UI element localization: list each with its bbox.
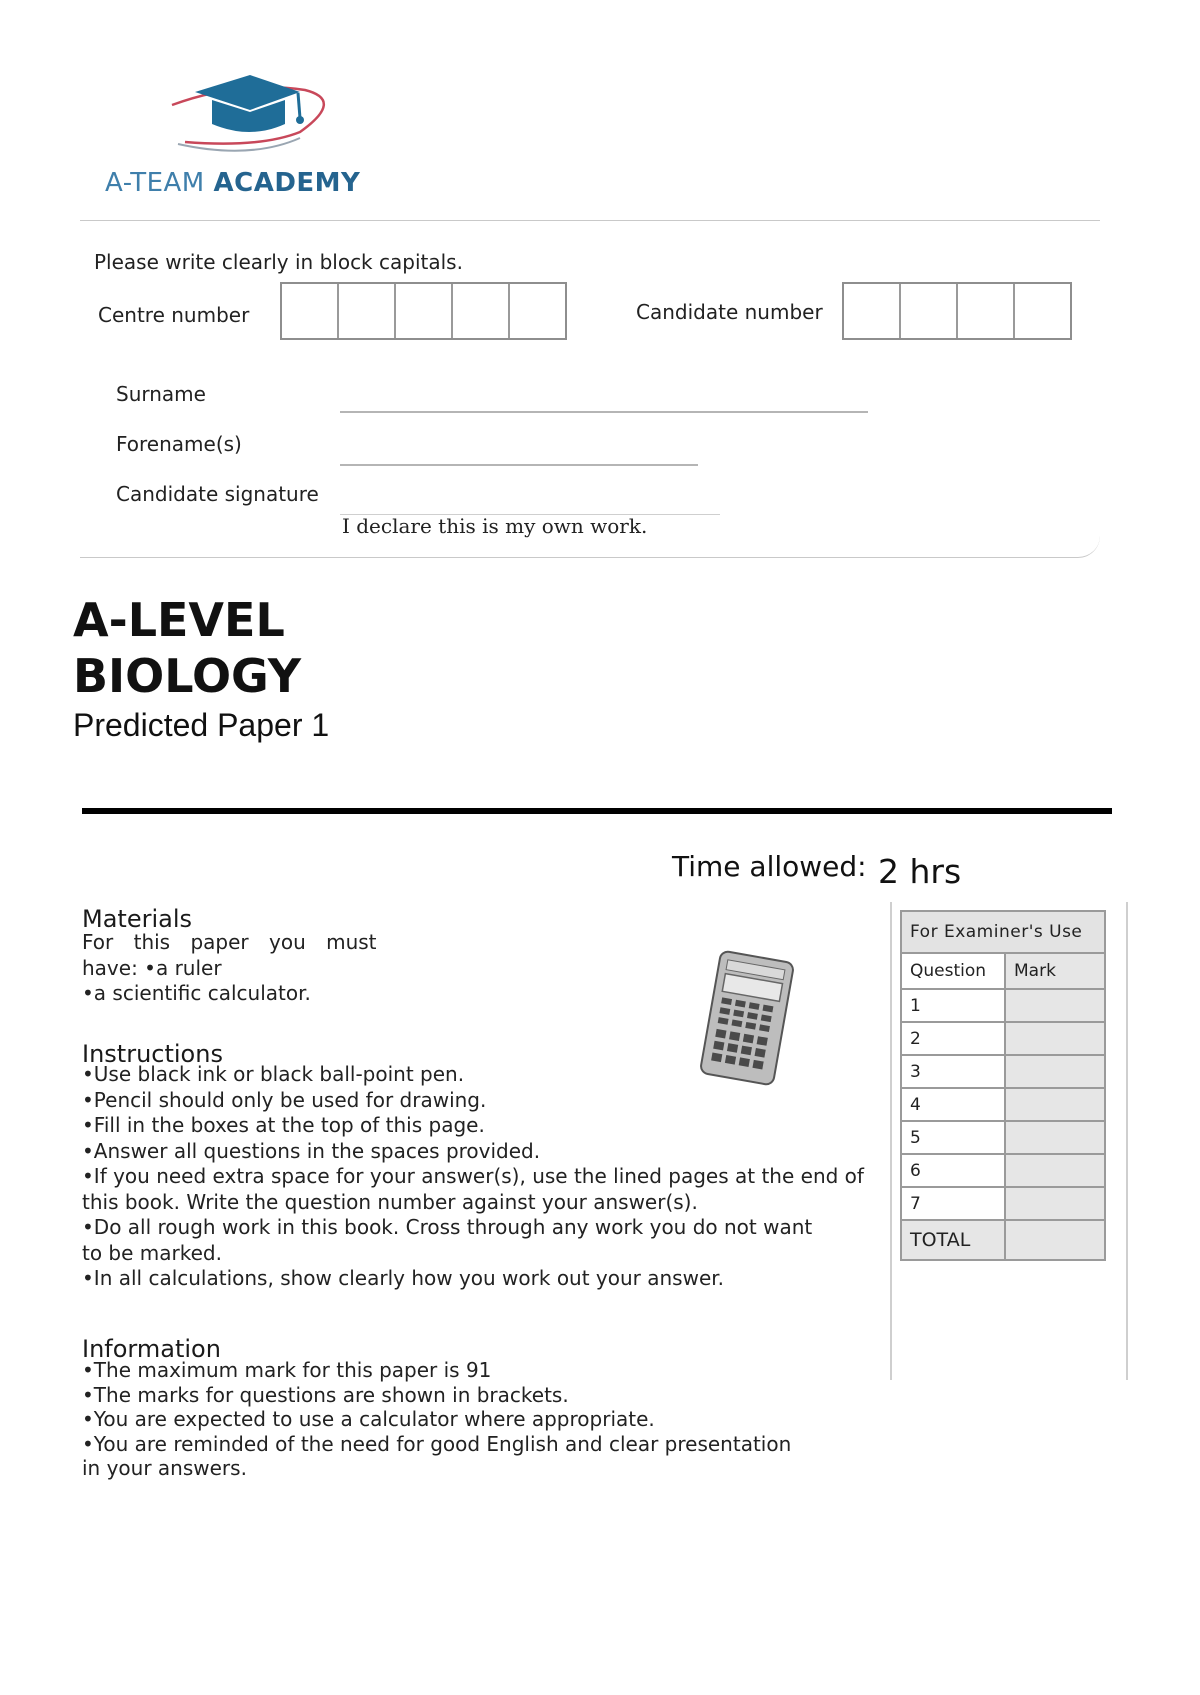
table-row	[901, 1088, 1105, 1121]
block-capitals-instruction: Please write clearly in block capitals.	[94, 250, 463, 274]
candidate-number-box[interactable]	[901, 284, 958, 338]
examiner-title: For Examiner's Use	[901, 911, 1105, 953]
forename-field[interactable]	[340, 464, 698, 466]
instructions-text	[82, 1062, 864, 1292]
question-number: 3	[901, 1055, 1005, 1088]
materials-line: have: •a ruler	[82, 955, 222, 980]
information-line: •The maximum mark for this paper is 91	[82, 1358, 492, 1382]
question-number: 2	[901, 1022, 1005, 1055]
information-text	[82, 1358, 791, 1481]
table-row	[901, 1187, 1105, 1220]
information-line: in your answers.	[82, 1456, 247, 1480]
materials-line: For this paper you must	[82, 930, 377, 954]
materials-text	[82, 930, 377, 1007]
information-line: •You are expected to use a calculator where appropriate.	[82, 1407, 655, 1431]
paper-subject: BIOLOGY	[73, 649, 302, 703]
brand-name	[105, 168, 360, 198]
mark-cell[interactable]	[1005, 989, 1105, 1022]
question-number: 6	[901, 1154, 1005, 1187]
candidate-number-box[interactable]	[958, 284, 1015, 338]
instruction-line: •Do all rough work in this book. Cross through any work you do not want	[82, 1215, 813, 1239]
question-number: 4	[901, 1088, 1005, 1121]
time-allowed-value: 2 hrs	[878, 852, 962, 891]
materials-line: •a scientific calculator.	[82, 981, 311, 1005]
information-heading: Information	[82, 1335, 221, 1363]
paper-name: Predicted Paper 1	[73, 707, 330, 743]
instruction-line: •Pencil should only be used for drawing.	[82, 1087, 487, 1112]
centre-number-label: Centre number	[98, 303, 250, 327]
divider-rule	[82, 808, 1112, 814]
instruction-line: •Fill in the boxes at the top of this page.	[82, 1113, 485, 1137]
mark-cell[interactable]	[1005, 1154, 1105, 1187]
instruction-line: •In all calculations, show clearly how you work out your answer.	[82, 1266, 725, 1290]
mark-cell[interactable]	[1005, 1187, 1105, 1220]
centre-number-box[interactable]	[453, 284, 510, 338]
mark-cell[interactable]	[1005, 1088, 1105, 1121]
candidate-number-box[interactable]	[844, 284, 901, 338]
centre-number-box[interactable]	[282, 284, 339, 338]
instruction-line: to be marked.	[82, 1240, 222, 1265]
forename-label: Forename(s)	[116, 432, 242, 456]
table-row	[901, 1121, 1105, 1154]
declaration-text: I declare this is my own work.	[342, 514, 648, 538]
signature-label: Candidate signature	[116, 482, 319, 506]
instruction-line: •Answer all questions in the spaces provided.	[82, 1138, 541, 1163]
instructions-heading: Instructions	[82, 1040, 223, 1068]
table-row	[901, 1154, 1105, 1187]
centre-number-box[interactable]	[396, 284, 453, 338]
table-row	[901, 989, 1105, 1022]
examiner-table	[900, 910, 1106, 1261]
information-line: •You are reminded of the need for good English and clear presentation	[82, 1431, 792, 1456]
time-allowed-label: Time allowed:	[672, 850, 867, 883]
candidate-number-label: Candidate number	[636, 300, 823, 324]
mark-cell[interactable]	[1005, 1121, 1105, 1154]
question-number: 7	[901, 1187, 1005, 1220]
brand-name-part1: A-TEAM	[105, 168, 214, 198]
question-number: 5	[901, 1121, 1005, 1154]
candidate-number-boxes[interactable]	[842, 282, 1072, 340]
total-mark-cell[interactable]	[1005, 1220, 1105, 1260]
table-row	[901, 1055, 1105, 1088]
table-row	[901, 1022, 1105, 1055]
question-number: 1	[901, 989, 1005, 1022]
mark-cell[interactable]	[1005, 1055, 1105, 1088]
materials-heading: Materials	[82, 905, 193, 933]
centre-number-box[interactable]	[510, 284, 565, 338]
brand-name-part2: ACADEMY	[213, 168, 361, 198]
paper-level: A-LEVEL	[73, 593, 285, 647]
total-label: TOTAL	[901, 1220, 1005, 1260]
surname-label: Surname	[116, 382, 206, 406]
mark-header: Mark	[1005, 953, 1105, 989]
candidate-number-box[interactable]	[1015, 284, 1070, 338]
mark-cell[interactable]	[1005, 1022, 1105, 1055]
surname-field[interactable]	[340, 411, 868, 413]
instruction-line: •Use black ink or black ball-point pen.	[82, 1062, 465, 1086]
question-header: Question	[901, 953, 1005, 989]
information-line: •The marks for questions are shown in brackets.	[82, 1382, 569, 1407]
centre-number-boxes[interactable]	[280, 282, 567, 340]
instruction-line: •If you need extra space for your answer(s), use the lined pages at the end of	[82, 1164, 864, 1188]
total-row	[901, 1220, 1105, 1260]
paper-title	[73, 592, 301, 704]
instruction-line: this book. Write the question number against your answer(s).	[82, 1189, 698, 1214]
centre-number-box[interactable]	[339, 284, 396, 338]
